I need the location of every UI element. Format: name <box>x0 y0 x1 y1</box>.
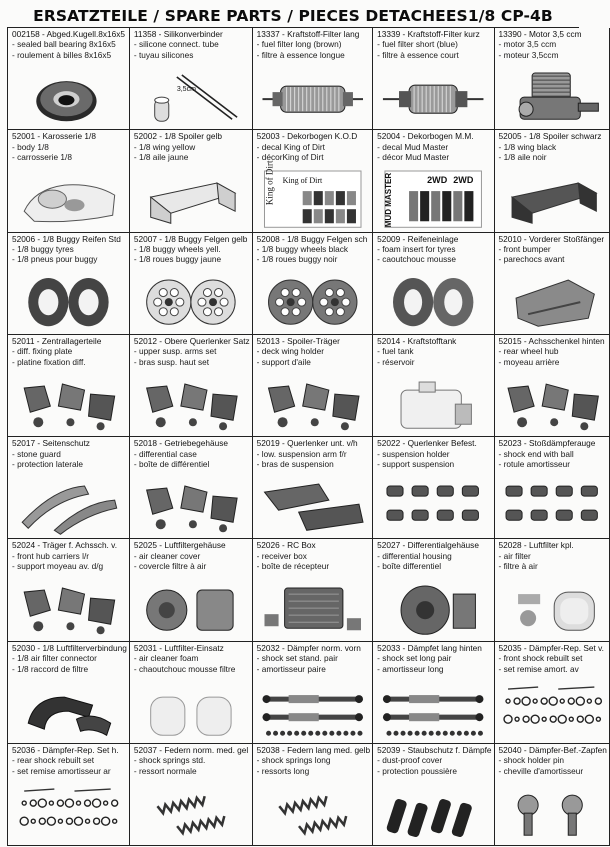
part-name-en: - fuel filter long (brown) <box>256 39 342 50</box>
wing-image <box>498 171 606 228</box>
part-name-de: 1/8 Spoiler gelb <box>164 131 222 142</box>
part-name-fr: - 1/8 aile jaune <box>133 152 189 163</box>
part-number: 52038 <box>256 745 280 756</box>
part-cell <box>253 28 373 130</box>
part-number: 52014 <box>377 335 401 346</box>
part-cell <box>130 744 253 846</box>
part-name-en: - sealed ball bearing 8x16x5 <box>12 39 116 50</box>
part-number: 52011 <box>12 335 35 346</box>
part-number: 52008 <box>256 233 280 244</box>
part-name-en: - 1/8 air filter connector <box>12 653 97 664</box>
part-number: 52015 <box>498 335 522 346</box>
part-number-name: 13339 - Kraftstoff-Filter kurz <box>377 29 480 39</box>
part-name-de: 1/8 Luftfilterverbindung <box>42 642 127 653</box>
part-number-name: 13390 - Motor 3,5 ccm <box>498 29 582 39</box>
part-number-name: 52036 - Dämpfer-Rep. Set h. <box>12 745 119 756</box>
part-number-name: 52011 - Zentrallagerteile <box>12 335 102 346</box>
part-name-fr: - décorKing of Dirt <box>256 152 324 163</box>
part-name-de: Querlenker Befest. <box>407 438 477 449</box>
parts-image <box>11 376 126 433</box>
part-cell <box>373 335 494 437</box>
part-number: 52010 <box>498 233 522 244</box>
part-name-en: - low. suspension arm f/r <box>256 448 347 459</box>
decal-text: King of Dirt <box>282 176 322 186</box>
part-number-name: 52008 - 1/8 Buggy Felgen sch <box>256 233 368 244</box>
part-name-de: Dämpfet lang hinten <box>407 642 482 653</box>
decal-sheet-image <box>256 160 369 228</box>
part-cell <box>8 335 130 437</box>
part-name-en: - shock end with ball <box>498 448 574 459</box>
part-name-de: Dämpfer norm. vorn <box>287 642 361 653</box>
fuel-tank-image <box>376 376 490 433</box>
part-name-en: - fuel tank <box>377 346 414 357</box>
part-number-name: 52015 - Achsschenkel hinten <box>498 335 605 346</box>
part-name-fr: - support suspension <box>377 459 455 469</box>
part-name-de: Karosserie 1/8 <box>42 131 96 142</box>
part-number-name: 52014 - Kraftstofftank <box>377 335 457 346</box>
part-cell <box>8 233 130 335</box>
part-cell <box>8 539 130 641</box>
parts-image <box>133 376 249 433</box>
part-name-en: - decal Mud Master <box>377 141 449 152</box>
part-number: 13390 <box>498 29 522 39</box>
part-cell <box>495 642 610 744</box>
part-cell <box>373 233 494 335</box>
part-name-de: Luftfilter-Einsatz <box>164 642 224 653</box>
part-name-de: Zentrallagerteile <box>41 335 102 346</box>
part-name-fr: - cheville d'amortisseur <box>498 765 584 776</box>
part-name-en: - shock set long pair <box>377 653 452 664</box>
part-cell <box>373 130 494 232</box>
part-number: 52017 <box>12 438 36 449</box>
part-name-de: Silikonverbinder <box>163 29 223 39</box>
part-name-fr: - chaoutchouc mousse filtre <box>133 663 236 674</box>
part-cell <box>253 130 373 232</box>
part-name-de: Kraftstoff-Filter lang <box>287 29 360 39</box>
parts-image <box>498 376 606 433</box>
decal-sheet-image <box>376 171 490 228</box>
part-number: 11358 <box>133 29 157 39</box>
parts-image <box>256 376 369 433</box>
part-name-fr: - ressort normale <box>133 765 197 776</box>
part-name-fr: - décor Mud Master <box>377 152 450 163</box>
part-name-de: 1/8 Spoiler schwarz <box>528 131 602 142</box>
part-name-de: Kraftstoff-Filter kurz <box>407 29 480 39</box>
boots-image <box>376 785 490 842</box>
part-number: 52005 <box>498 131 522 142</box>
part-name-de: Staubschutz f. Dämpfe <box>407 745 492 756</box>
part-number: 52035 <box>498 642 522 653</box>
part-name-en: - shock springs long <box>256 755 331 766</box>
part-number-name: 52013 - Spoiler-Träger <box>256 335 340 346</box>
part-name-en: - front hub carriers l/r <box>12 550 90 561</box>
part-name-en: - decal King of Dirt <box>256 141 325 152</box>
part-number-name: 52023 - Stoßdämpferauge <box>498 438 596 449</box>
part-name-de: Luftfiltergehäuse <box>164 540 226 551</box>
part-cell <box>253 233 373 335</box>
part-number: 52013 <box>256 335 280 346</box>
part-number: 52022 <box>377 438 401 449</box>
part-cell <box>130 130 253 232</box>
tyres-image <box>11 274 126 331</box>
part-number-name: 13337 - Kraftstoff-Filter lang <box>256 29 360 39</box>
part-number-name: 52040 - Dämpfer-Bef.-Zapfen <box>498 745 607 756</box>
part-name-en: - deck wing holder <box>256 346 324 357</box>
part-number-name: 52005 - 1/8 Spoiler schwarz <box>498 131 602 142</box>
small-parts-image <box>376 478 490 535</box>
part-name-en: - diff. fixing plate <box>12 346 73 357</box>
part-number-name: 52030 - 1/8 Luftfilterverbindung <box>12 642 127 653</box>
part-name-fr: - carrosserie 1/8 <box>12 152 72 163</box>
part-number: 52026 <box>256 540 280 551</box>
part-name-de: 1/8 Buggy Reifen Std <box>42 233 121 244</box>
part-name-de: Seitenschutz <box>42 438 90 449</box>
part-name-fr: - bras susp. haut set <box>133 356 210 367</box>
part-number: 52018 <box>133 438 157 449</box>
rebuild-kit-image <box>11 785 126 842</box>
part-name-en: - 1/8 wing black <box>498 141 557 152</box>
part-name-de: 1/8 Buggy Felgen sch <box>287 233 368 244</box>
foam-inserts-image <box>376 274 490 331</box>
part-name-fr: - 1/8 pneus pour buggy <box>12 254 98 265</box>
part-name-de: Reifeneinlage <box>407 233 459 244</box>
decal-text: 2WD <box>427 175 448 186</box>
part-name-fr: - 1/8 roues buggy noir <box>256 254 338 265</box>
page-title: ERSATZTEILE / SPARE PARTS / PIECES DETACHEES1/8 CP-4B <box>33 7 553 25</box>
part-number-name: 52025 - Luftfiltergehäuse <box>133 540 226 551</box>
part-cell <box>253 539 373 641</box>
part-number: 52023 <box>498 438 522 449</box>
engine-image <box>498 69 606 126</box>
part-number-name: 52007 - 1/8 Buggy Felgen gelb <box>133 233 248 244</box>
part-cell <box>130 437 253 539</box>
part-name-fr: - tuyau silicones <box>133 49 194 60</box>
part-cell <box>253 744 373 846</box>
part-cell <box>8 642 130 744</box>
air-filter-image <box>498 580 606 637</box>
part-name-en: - body 1/8 <box>12 141 49 152</box>
part-cell <box>495 437 610 539</box>
part-name-en: - 1/8 buggy wheels black <box>256 244 348 254</box>
decal-text: King of Dirt <box>264 160 275 206</box>
part-name-de: Obere Querlenker Satz <box>164 335 250 346</box>
part-name-fr: - réservoir <box>377 356 415 367</box>
part-number-name: 52002 - 1/8 Spoiler gelb <box>133 131 222 142</box>
part-cell <box>130 233 253 335</box>
part-name-en: - rear shock rebuilt set <box>12 755 95 766</box>
part-number: 13337 <box>256 29 280 39</box>
part-cell <box>130 335 253 437</box>
part-number-name: 52031 - Luftfilter-Einsatz <box>133 642 224 653</box>
part-name-en: - silicone connect. tube <box>133 39 219 50</box>
part-cell <box>8 437 130 539</box>
part-cell <box>130 642 253 744</box>
part-number-name: 52039 - Staubschutz f. Dämpfe <box>377 745 492 756</box>
part-name-fr: - moteur 3,5ccm <box>498 49 559 60</box>
part-number: 52009 <box>377 233 401 244</box>
connector-image <box>11 683 126 740</box>
part-number-name: 52003 - Dekorbogen K.O.D <box>256 131 358 142</box>
part-number-name: 002158 - Abged.Kugell.8x16x5 <box>12 29 126 39</box>
part-name-fr: - 1/8 aile noir <box>498 152 547 163</box>
receiver-box-image <box>256 580 369 637</box>
part-number: 52025 <box>133 540 157 551</box>
part-number-name: 52006 - 1/8 Buggy Reifen Std <box>12 233 121 244</box>
wheels-image <box>256 274 369 331</box>
part-number: 52031 <box>133 642 157 653</box>
part-name-fr: - protection laterale <box>12 459 84 469</box>
part-name-de: Abged.Kugell.8x16x5 <box>46 29 126 39</box>
part-number: 52032 <box>256 642 280 653</box>
fuel-filter-short-image <box>376 69 490 126</box>
part-number: 52012 <box>133 335 157 346</box>
part-name-de: Dämpfer-Rep. Set v. <box>528 642 604 653</box>
part-name-fr: - set remise amortisseur ar <box>12 765 111 776</box>
part-cell <box>130 28 253 130</box>
part-name-fr: - filtre à air <box>498 561 538 572</box>
air-cleaner-image <box>133 580 249 637</box>
tube-length-label: 3,5cm <box>176 86 196 94</box>
part-number: 52033 <box>377 642 401 653</box>
pins-image <box>498 785 606 842</box>
part-name-fr: - covercle filtre à air <box>133 561 207 572</box>
part-name-en: - shock set stand. pair <box>256 653 338 664</box>
part-name-fr: - roulement à billes 8x16x5 <box>12 49 112 60</box>
wing-image <box>133 171 249 228</box>
part-number-name: 52022 - Querlenker Befest. <box>377 438 477 449</box>
part-name-de: Träger f. Achssch. v. <box>42 540 118 551</box>
part-number-name: 52026 - RC Box <box>256 540 316 551</box>
part-cell <box>495 28 610 130</box>
part-cell <box>373 642 494 744</box>
part-name-en: - receiver box <box>256 550 307 561</box>
part-name-en: - 1/8 buggy wheels yell. <box>133 244 221 254</box>
part-name-de: Spoiler-Träger <box>287 335 340 346</box>
part-name-en: - differential case <box>133 448 197 459</box>
part-number: 52024 <box>12 540 36 551</box>
part-name-de: Kraftstofftank <box>407 335 457 346</box>
part-name-de: Vorderer Stoßfänger <box>528 233 605 244</box>
part-name-de: Federn norm. med. gel <box>164 745 249 756</box>
part-number: 52027 <box>377 540 401 551</box>
part-name-en: - foam insert for tyres <box>377 244 456 254</box>
part-number: 52001 <box>12 131 36 142</box>
part-number: 52004 <box>377 131 401 142</box>
part-name-de: Motor 3,5 ccm <box>528 29 582 39</box>
part-name-fr: - ressorts long <box>256 765 310 776</box>
part-cell <box>495 744 610 846</box>
parts-grid <box>7 27 607 846</box>
part-number-name: 52019 - Querlenker unt. v/h <box>256 438 358 449</box>
part-name-en: - air filter <box>498 550 531 561</box>
decal-text: MUD MASTER <box>384 173 394 228</box>
part-name-de: Dekorbogen K.O.D <box>287 131 358 142</box>
part-name-fr: - rotule amortisseur <box>498 459 571 469</box>
part-name-de: Differentialgehäuse <box>407 540 479 551</box>
part-cell <box>373 437 494 539</box>
part-number-name: 52012 - Obere Querlenker Satz <box>133 335 250 346</box>
part-name-en: - front bumper <box>498 244 551 254</box>
part-number-name: 11358 - Silikonverbinder <box>133 29 223 39</box>
rebuild-kit-image <box>498 683 606 740</box>
diff-housing-image <box>376 580 490 637</box>
part-cell <box>495 335 610 437</box>
part-cell <box>495 539 610 641</box>
part-cell <box>495 130 610 232</box>
part-name-en: - dust-proof cover <box>377 755 443 766</box>
part-cell <box>8 744 130 846</box>
fuel-filter-long-image <box>256 69 369 126</box>
part-name-fr: - boîte de récepteur <box>256 561 330 572</box>
part-name-en: - front shock rebuilt set <box>498 653 583 664</box>
part-name-en: - differential housing <box>377 550 452 561</box>
part-cell <box>373 744 494 846</box>
part-name-fr: - boîte differentiel <box>377 561 442 572</box>
part-number: 002158 <box>12 29 40 39</box>
part-name-en: - upper susp. arms set <box>133 346 217 357</box>
part-name-fr: - support d'aile <box>256 356 311 367</box>
part-number-name: 52010 - Vorderer Stoßfänger <box>498 233 605 244</box>
springs-image <box>133 785 249 842</box>
part-name-fr: - set remise amort. av <box>498 663 579 674</box>
part-number: 52019 <box>256 438 280 449</box>
part-cell <box>8 28 130 130</box>
part-number: 13339 <box>377 29 401 39</box>
part-name-en: - stone guard <box>12 448 61 459</box>
part-name-en: - shock springs std. <box>133 755 206 766</box>
springs-image <box>256 785 369 842</box>
part-name-en: - motor 3,5 ccm <box>498 39 557 50</box>
part-number-name: 52033 - Dämpfet lang hinten <box>377 642 482 653</box>
part-number-name: 52004 - Dekorbogen M.M. <box>377 131 474 142</box>
part-name-de: Dämpfer-Bef.-Zapfen <box>528 745 607 756</box>
bumper-image <box>498 274 606 331</box>
foam-image <box>133 683 249 740</box>
part-number-name: 52001 - Karosserie 1/8 <box>12 131 96 142</box>
part-name-fr: - caoutchouc mousse <box>377 254 457 265</box>
part-number-name: 52009 - Reifeneinlage <box>377 233 459 244</box>
part-number: 52036 <box>12 745 36 756</box>
stone-guard-image <box>11 478 126 535</box>
part-name-fr: - amortisseur long <box>377 663 444 674</box>
part-name-fr: - boîte de différentiel <box>133 459 210 469</box>
part-number: 52007 <box>133 233 157 244</box>
part-number-name: 52032 - Dämpfer norm. vorn <box>256 642 361 653</box>
part-name-en: - air cleaner foam <box>133 653 199 664</box>
part-cell <box>253 437 373 539</box>
part-name-en: - suspension holder <box>377 448 450 459</box>
part-cell <box>130 539 253 641</box>
decal-text: 2WD <box>453 175 474 186</box>
part-number-name: 52035 - Dämpfer-Rep. Set v. <box>498 642 604 653</box>
part-name-en: - shock holder pin <box>498 755 565 766</box>
part-name-en: - rear wheel hub <box>498 346 559 357</box>
part-name-de: Federn lang med. gelb <box>287 745 371 756</box>
part-number-name: 52024 - Träger f. Achssch. v. <box>12 540 118 551</box>
part-name-de: Stoßdämpferauge <box>528 438 596 449</box>
part-name-fr: - platine fixation diff. <box>12 356 86 367</box>
part-name-de: Getriebegehäuse <box>164 438 228 449</box>
part-cell <box>495 233 610 335</box>
part-name-fr: - 1/8 raccord de filtre <box>12 663 89 674</box>
part-name-fr: - filtre à essence court <box>377 49 459 60</box>
part-number-name: 52027 - Differentialgehäuse <box>377 540 479 551</box>
part-name-fr: - bras de suspension <box>256 459 334 469</box>
part-number: 52006 <box>12 233 36 244</box>
part-name-en: - air cleaner cover <box>133 550 201 561</box>
body-shell-image <box>11 171 126 228</box>
part-cell <box>373 28 494 130</box>
part-number-name: 52017 - Seitenschutz <box>12 438 90 449</box>
part-cell <box>373 539 494 641</box>
part-number-name: 52018 - Getriebegehäuse <box>133 438 228 449</box>
part-number: 52002 <box>133 131 157 142</box>
part-name-fr: - amortisseur paire <box>256 663 326 674</box>
part-name-de: Dekorbogen M.M. <box>407 131 474 142</box>
part-name-de: RC Box <box>287 540 316 551</box>
part-name-en: - 1/8 buggy tyres <box>12 244 74 254</box>
small-parts-image <box>498 478 606 535</box>
part-name-de: Luftfilter kpl. <box>528 540 574 551</box>
part-number: 52030 <box>12 642 36 653</box>
part-number: 52003 <box>256 131 280 142</box>
part-name-fr: - moyeau arrière <box>498 356 560 367</box>
part-number: 52040 <box>498 745 522 756</box>
part-number: 52039 <box>377 745 401 756</box>
part-name-fr: - filtre à essence longue <box>256 49 345 60</box>
part-name-fr: - support moyeau av. d/g <box>12 561 104 572</box>
part-name-de: Achsschenkel hinten <box>528 335 605 346</box>
part-name-fr: - parechocs avant <box>498 254 565 265</box>
part-cell <box>8 130 130 232</box>
part-number-name: 52028 - Luftfilter kpl. <box>498 540 574 551</box>
parts-image <box>11 580 126 637</box>
part-name-fr: - 1/8 roues buggy jaune <box>133 254 222 265</box>
part-name-en: - 1/8 wing yellow <box>133 141 196 152</box>
shocks-image <box>256 683 369 740</box>
shocks-image <box>376 683 490 740</box>
part-number: 52028 <box>498 540 522 551</box>
part-number: 52037 <box>133 745 157 756</box>
silicone-tube-image <box>133 69 249 126</box>
arms-image <box>256 478 369 535</box>
part-name-de: 1/8 Buggy Felgen gelb <box>164 233 248 244</box>
part-cell <box>253 335 373 437</box>
wheels-image <box>133 274 249 331</box>
part-cell <box>253 642 373 744</box>
bearing-image <box>11 69 126 126</box>
part-name-de: Dämpfer-Rep. Set h. <box>42 745 119 756</box>
parts-image <box>133 478 249 535</box>
part-number-name: 52037 - Federn norm. med. gel <box>133 745 249 756</box>
part-name-fr: - protection poussière <box>377 765 457 776</box>
part-number-name: 52038 - Federn lang med. gelb <box>256 745 371 756</box>
part-name-en: - fuel filter short (blue) <box>377 39 458 50</box>
part-name-de: Querlenker unt. v/h <box>287 438 358 449</box>
